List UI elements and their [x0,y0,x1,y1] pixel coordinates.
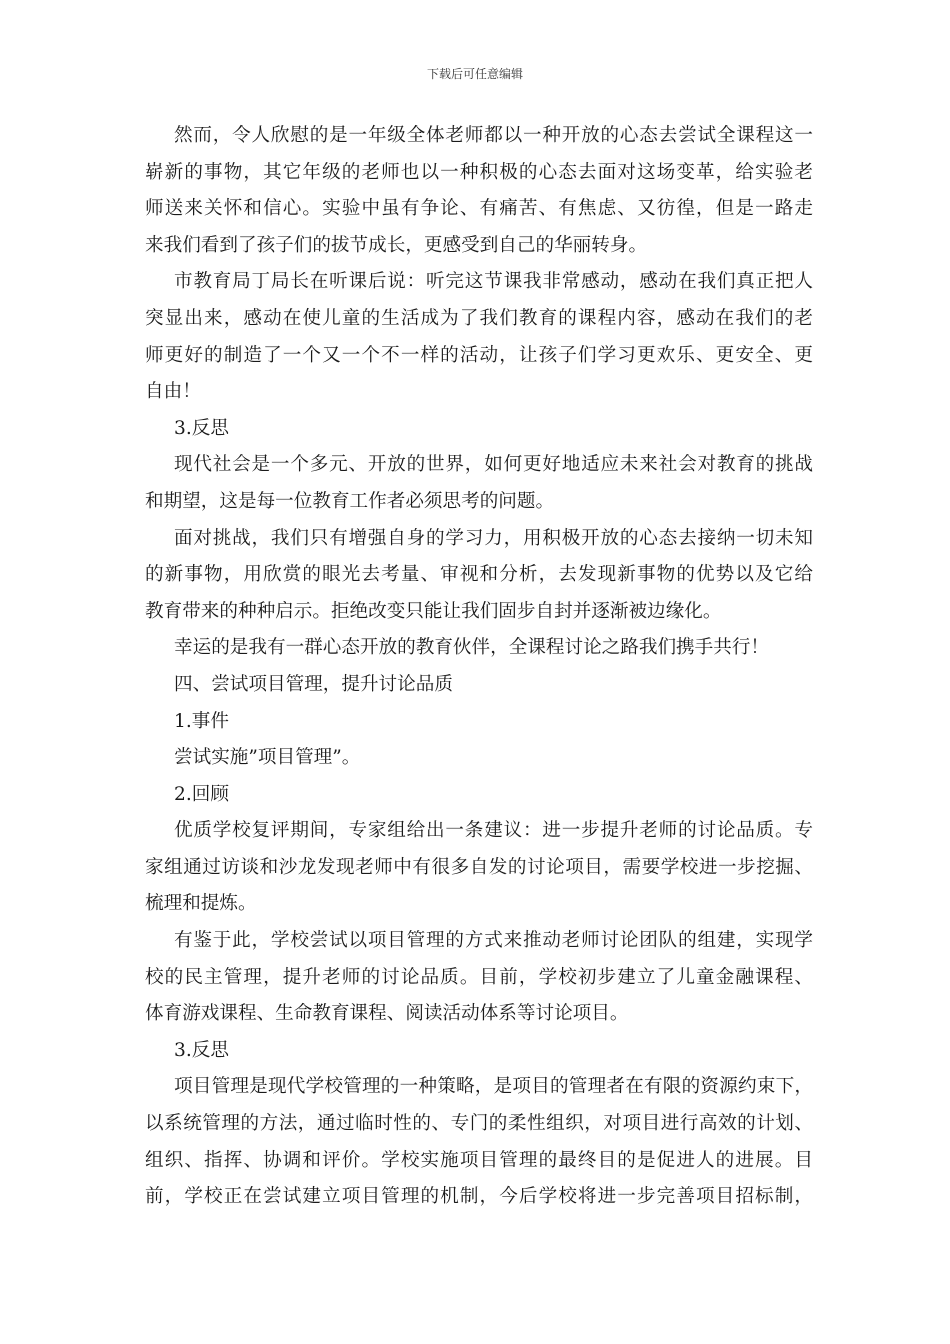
text-line: 优质学校复评期间，专家组给出一条建议：进一步提升老师的讨论品质。专 [174,820,813,842]
text-line: 来我们看到了孩子们的拔节成长，更感受到自己的华丽转身。 [145,234,648,256]
text-line: 前，学校正在尝试建立项目管理的机制，今后学校将进一步完善项目招标制， [145,1186,813,1208]
text-line: 自由！ [145,381,201,403]
text-line: 以系统管理的方法，通过临时性的、专门的柔性组织，对项目进行高效的计划、 [145,1113,813,1135]
text-line: 教育带来的种种启示。拒绝改变只能让我们固步自封并逐渐被边缘化。 [145,600,722,622]
text-line: 3.反思 [174,1039,229,1061]
page-header: 下载后可任意编辑 [426,67,523,81]
document-body [145,118,813,1216]
text-line: 面对挑战，我们只有增强自身的学习力，用积极开放的心态去接纳一切未知 [174,527,813,549]
text-line: 项目管理是现代学校管理的一种策略，是项目的管理者在有限的资源约束下， [174,1076,813,1098]
text-line: 2.回顾 [174,783,229,805]
text-line: 四、尝试项目管理，提升讨论品质 [174,673,453,695]
text-line: 1.事件 [174,710,229,732]
text-line: 尝试实施”项目管理”。 [174,747,361,769]
text-line: 校的民主管理，提升老师的讨论品质。目前，学校初步建立了儿童金融课程、 [145,966,813,988]
text-line: 师更好的制造了一个又一个不一样的活动，让孩子们学习更欢乐、更安全、更 [145,344,813,366]
text-line: 市教育局丁局长在听课后说：听完这节课我非常感动，感动在我们真正把人 [174,271,813,293]
text-line: 的新事物，用欣赏的眼光去考量、审视和分析，去发现新事物的优势以及它给 [145,564,813,586]
text-line: 组织、指挥、协调和评价。学校实施项目管理的最终目的是促进人的进展。目 [145,1149,813,1171]
text-line: 崭新的事物，其它年级的老师也以一种积极的心态去面对这场变革，给实验老 [145,161,813,183]
text-line: 有鉴于此，学校尝试以项目管理的方式来推动老师讨论团队的组建，实现学 [174,930,813,952]
text-line: 然而，令人欣慰的是一年级全体老师都以一种开放的心态去尝试全课程这一 [174,125,813,146]
text-line: 家组通过访谈和沙龙发现老师中有很多自发的讨论项目，需要学校进一步挖掘、 [145,856,813,878]
text-line: 突显出来，感动在使儿童的生活成为了我们教育的课程内容，感动在我们的老 [145,307,813,329]
text-line: 师送来关怀和信心。实验中虽有争论、有痛苦、有焦虑、又彷徨，但是一路走 [145,198,813,220]
text-line: 梳理和提炼。 [145,893,257,915]
text-line: 3.反思 [174,417,229,439]
text-line: 幸运的是我有一群心态开放的教育伙伴，全课程讨论之路我们携手共行！ [174,637,770,659]
text-line: 和期望，这是每一位教育工作者必须思考的问题。 [145,490,555,512]
text-line: 现代社会是一个多元、开放的世界，如何更好地适应未来社会对教育的挑战 [174,454,813,476]
text-line: 体育游戏课程、生命教育课程、阅读活动体系等讨论项目。 [145,1003,629,1025]
